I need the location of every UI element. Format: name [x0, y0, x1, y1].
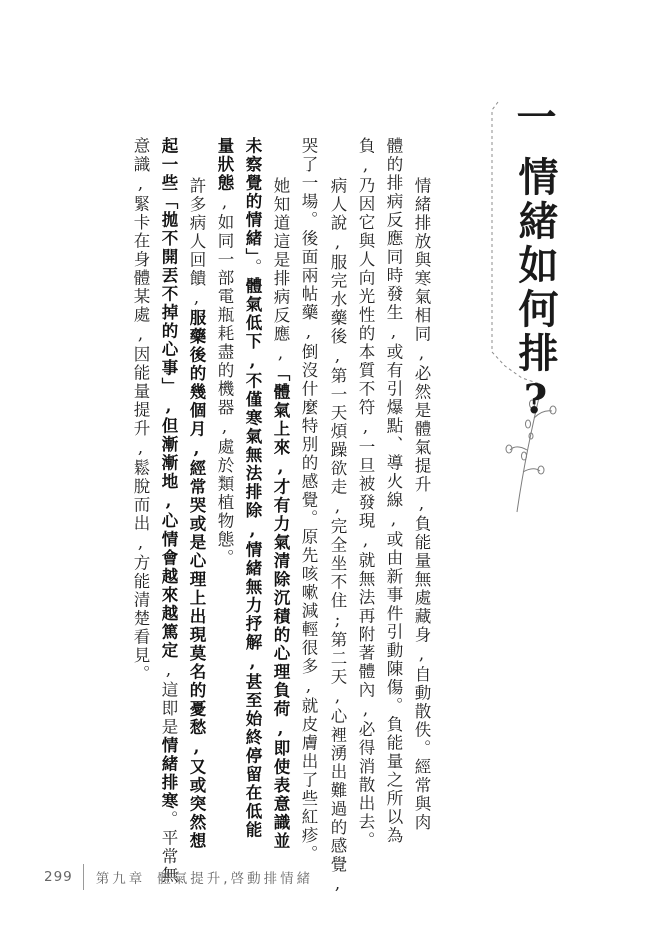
paragraph-3-line-1-text: 她知道這是排病反應, — [271, 177, 290, 365]
paragraph-4-line-2 — [157, 137, 179, 885]
chapter-title: 體氣提升,啓動排情緒 — [157, 871, 314, 887]
paragraph-3-line-2 — [241, 137, 263, 840]
page-footer — [44, 862, 313, 892]
paragraph-4-line-1-bold: 服藥後的幾個月,經常哭或是心理上出現莫名的憂愁,又或突然想 — [187, 309, 206, 851]
paragraph-3-line-3-bold: 量狀態 — [215, 137, 234, 193]
paragraph-3-line-1 — [269, 177, 291, 851]
paragraph-3-line-3 — [213, 137, 235, 777]
paragraph-1-line-1: 情緒排放與寒氣相同,必然是體氣提升,負能量無處藏身,自動散佚。經常與肉 — [412, 177, 431, 832]
paragraph-4-line-1-text: 許多病人回饋, — [187, 177, 206, 309]
paragraph-4-line-2-bold-a: 起一些「拋不開丟不掉的心事」,但漸漸地,心情會越來越篤定 — [159, 137, 178, 660]
paragraph-3-line-2-text: 。 — [243, 258, 262, 277]
paragraph-2-line-1: 病人說,服完水藥後,第一天煩躁欲走,完全坐不住;第二天,心裡湧出難過的感覺, — [328, 177, 347, 895]
page-number: 299 — [44, 869, 73, 885]
paragraph-2-line-2: 哭了一場。後面兩帖藥,倒沒什麼特別的感覺。原先咳嗽減輕很多,就皮膚出了些紅疹。 — [299, 137, 318, 864]
footer-divider — [83, 864, 84, 890]
paragraph-1-line-2: 體的排病反應同時發生,或有引爆點、導火線,或由新事件引動陳傷。負能量之所以為 — [384, 137, 403, 845]
section-number: 一 — [510, 96, 557, 140]
section-title: 情緒如何排? — [512, 156, 559, 427]
paragraph-3-line-3-text: ,如同一部電瓶耗盡的機器,處於類植物態。 — [215, 192, 234, 568]
paragraph-4-line-2-text-b: 。平常無 — [159, 810, 178, 885]
paragraph-1-line-3: 負,乃因它與人向光性的本質不符,一旦被發現,就無法再附著體內,必得消散出去。 — [356, 137, 375, 850]
paragraph-3-line-2-bold-b: 體氣低下,不僅寒氣無法排除,情緒無力抒解,甚至始終停留在低能 — [243, 276, 262, 840]
paragraph-4-line-3: 意識,緊卡在身體某處,因能量提升,鬆脫而出,方能清楚看見。 — [131, 137, 150, 684]
chapter-label: 第九章 — [95, 871, 146, 887]
paragraph-3-line-1-bold: 「體氣上來,才有力氣清除沉積的心理負荷,即使表意識並 — [271, 364, 290, 851]
paragraph-4-line-2-bold-b: 情緒排寒 — [159, 736, 178, 811]
paragraph-3-line-2-bold-a: 未察覺的情緒」 — [243, 137, 262, 259]
paragraph-4-line-1 — [185, 177, 207, 851]
paragraph-4-line-2-text-a: ,這即是 — [159, 660, 178, 737]
